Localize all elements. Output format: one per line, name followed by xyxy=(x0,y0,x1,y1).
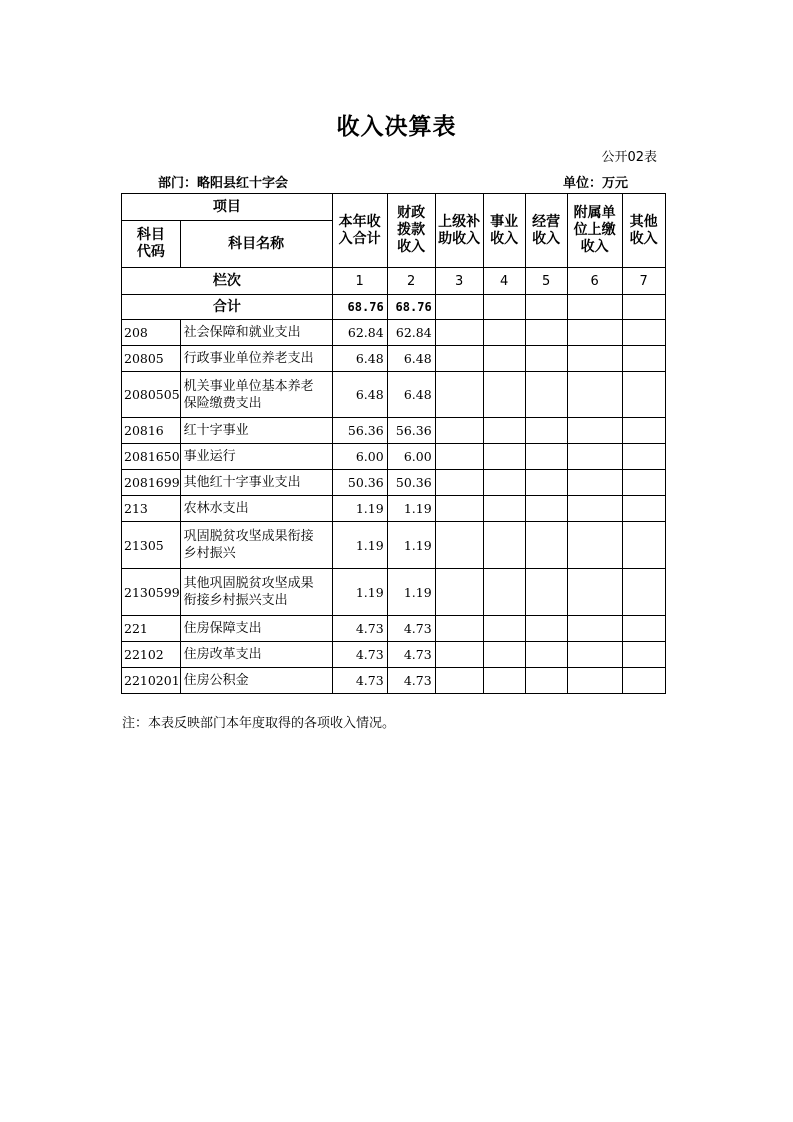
name-cell: 巩固脱贫攻坚成果衔接 乡村振兴 xyxy=(180,522,332,569)
code-cell: 20805 xyxy=(122,346,181,372)
empty-cell xyxy=(567,372,622,418)
empty-cell xyxy=(483,372,525,418)
empty-cell xyxy=(483,346,525,372)
empty-cell xyxy=(435,668,483,694)
empty-cell xyxy=(567,418,622,444)
name-cell: 住房改革支出 xyxy=(180,642,332,668)
code-cell: 21305 xyxy=(122,522,181,569)
fiscal-cell: 4.73 xyxy=(387,668,435,694)
column-number: 3 xyxy=(435,268,483,295)
fiscal-cell: 4.73 xyxy=(387,642,435,668)
total-cell: 62.84 xyxy=(332,320,387,346)
empty-cell xyxy=(567,616,622,642)
empty-cell xyxy=(567,496,622,522)
code-cell: 213 xyxy=(122,496,181,522)
empty-cell xyxy=(525,616,567,642)
code-cell: 2081699 xyxy=(122,470,181,496)
empty-cell xyxy=(483,320,525,346)
name-cell: 其他巩固脱贫攻坚成果 衔接乡村振兴支出 xyxy=(180,569,332,616)
empty-cell xyxy=(525,496,567,522)
total-cell: 4.73 xyxy=(332,616,387,642)
income-table xyxy=(121,193,666,694)
empty-cell xyxy=(525,320,567,346)
name-cell: 事业运行 xyxy=(180,444,332,470)
empty-cell xyxy=(622,569,665,616)
code-cell: 22102 xyxy=(122,642,181,668)
total-cell: 6.00 xyxy=(332,444,387,470)
empty-cell xyxy=(435,569,483,616)
empty-cell xyxy=(622,522,665,569)
department-label: 部门：略阳县红十字会 xyxy=(158,176,289,191)
empty-cell xyxy=(525,346,567,372)
name-cell: 其他红十字事业支出 xyxy=(180,470,332,496)
empty-cell xyxy=(435,470,483,496)
total-value: 68.76 xyxy=(332,295,387,320)
empty-cell xyxy=(622,642,665,668)
empty-cell xyxy=(483,470,525,496)
empty-cell xyxy=(525,668,567,694)
header-total: 本年收 入合计 xyxy=(332,194,387,268)
name-cell: 社会保障和就业支出 xyxy=(180,320,332,346)
column-number: 7 xyxy=(622,268,665,295)
empty-cell xyxy=(622,418,665,444)
empty-cell xyxy=(483,642,525,668)
empty-cell xyxy=(567,320,622,346)
empty-cell xyxy=(483,444,525,470)
empty-cell xyxy=(435,372,483,418)
header-name: 科目名称 xyxy=(180,221,332,268)
table-row xyxy=(122,522,666,569)
total-cell: 4.73 xyxy=(332,642,387,668)
name-cell: 红十字事业 xyxy=(180,418,332,444)
table-row xyxy=(122,470,666,496)
empty-cell xyxy=(622,372,665,418)
empty-cell xyxy=(525,372,567,418)
total-cell: 1.19 xyxy=(332,522,387,569)
total-row xyxy=(122,295,666,320)
table-row xyxy=(122,418,666,444)
table-row xyxy=(122,616,666,642)
empty-cell xyxy=(622,470,665,496)
empty-cell xyxy=(525,418,567,444)
empty-cell xyxy=(567,444,622,470)
empty-cell xyxy=(483,496,525,522)
empty-cell xyxy=(622,444,665,470)
column-number: 2 xyxy=(387,268,435,295)
column-number: 1 xyxy=(332,268,387,295)
total-cell: 4.73 xyxy=(332,668,387,694)
empty-cell xyxy=(525,569,567,616)
fiscal-cell: 6.00 xyxy=(387,444,435,470)
total-label: 合计 xyxy=(122,295,333,320)
column-number-row xyxy=(122,268,666,295)
empty-cell xyxy=(622,616,665,642)
header-fiscal: 财政 拨款 收入 xyxy=(387,194,435,268)
fiscal-cell: 6.48 xyxy=(387,372,435,418)
empty-cell xyxy=(622,320,665,346)
table-row xyxy=(122,372,666,418)
table-row xyxy=(122,569,666,616)
empty-cell xyxy=(435,418,483,444)
column-label: 栏次 xyxy=(122,268,333,295)
name-cell: 机关事业单位基本养老 保险缴费支出 xyxy=(180,372,332,418)
total-cell: 56.36 xyxy=(332,418,387,444)
empty-cell xyxy=(567,522,622,569)
empty-cell xyxy=(435,496,483,522)
table-row xyxy=(122,668,666,694)
empty-cell xyxy=(567,346,622,372)
empty-cell xyxy=(435,444,483,470)
table-row xyxy=(122,496,666,522)
code-cell: 20816 xyxy=(122,418,181,444)
fiscal-cell: 1.19 xyxy=(387,569,435,616)
header-business: 事业 收入 xyxy=(483,194,525,268)
empty-cell xyxy=(435,522,483,569)
empty-cell xyxy=(483,668,525,694)
table-row xyxy=(122,444,666,470)
column-number: 4 xyxy=(483,268,525,295)
empty-cell xyxy=(622,496,665,522)
empty-cell xyxy=(622,346,665,372)
code-cell: 2210201 xyxy=(122,668,181,694)
code-cell: 208 xyxy=(122,320,181,346)
name-cell: 行政事业单位养老支出 xyxy=(180,346,332,372)
empty-cell xyxy=(483,569,525,616)
header-other: 其他 收入 xyxy=(622,194,665,268)
total-cell: 50.36 xyxy=(332,470,387,496)
header-operating: 经营 收入 xyxy=(525,194,567,268)
empty-cell xyxy=(483,522,525,569)
total-cell: 1.19 xyxy=(332,496,387,522)
empty-cell xyxy=(435,616,483,642)
code-cell: 2080505 xyxy=(122,372,181,418)
page-title: 收入决算表 xyxy=(336,114,457,140)
empty-cell xyxy=(435,346,483,372)
fiscal-cell: 62.84 xyxy=(387,320,435,346)
code-cell: 221 xyxy=(122,616,181,642)
empty-cell xyxy=(435,320,483,346)
fiscal-value: 68.76 xyxy=(387,295,435,320)
empty-cell xyxy=(567,668,622,694)
header-code: 科目 代码 xyxy=(122,221,181,268)
table-note: 注：本表反映部门本年度取得的各项收入情况。 xyxy=(122,716,396,731)
empty-cell xyxy=(567,569,622,616)
fiscal-cell: 50.36 xyxy=(387,470,435,496)
header-item: 项目 xyxy=(122,194,333,221)
fiscal-cell: 56.36 xyxy=(387,418,435,444)
fiscal-cell: 1.19 xyxy=(387,496,435,522)
empty-cell xyxy=(525,444,567,470)
code-cell: 2081650 xyxy=(122,444,181,470)
total-cell: 6.48 xyxy=(332,372,387,418)
name-cell: 住房保障支出 xyxy=(180,616,332,642)
unit-label: 单位：万元 xyxy=(563,176,629,191)
empty-cell xyxy=(435,642,483,668)
empty-cell xyxy=(483,418,525,444)
empty-cell xyxy=(622,668,665,694)
total-cell: 6.48 xyxy=(332,346,387,372)
empty-cell xyxy=(567,642,622,668)
total-cell: 1.19 xyxy=(332,569,387,616)
table-row xyxy=(122,346,666,372)
fiscal-cell: 1.19 xyxy=(387,522,435,569)
header-superior: 上级补 助收入 xyxy=(435,194,483,268)
name-cell: 农林水支出 xyxy=(180,496,332,522)
empty-cell xyxy=(567,470,622,496)
column-number: 6 xyxy=(567,268,622,295)
header-affiliated: 附属单 位上缴 收入 xyxy=(567,194,622,268)
fiscal-cell: 6.48 xyxy=(387,346,435,372)
name-cell: 住房公积金 xyxy=(180,668,332,694)
empty-cell xyxy=(483,616,525,642)
code-cell: 2130599 xyxy=(122,569,181,616)
table-row xyxy=(122,642,666,668)
empty-cell xyxy=(525,642,567,668)
column-number: 5 xyxy=(525,268,567,295)
empty-cell xyxy=(525,470,567,496)
table-row xyxy=(122,320,666,346)
empty-cell xyxy=(525,522,567,569)
fiscal-cell: 4.73 xyxy=(387,616,435,642)
form-number: 公开02表 xyxy=(601,150,657,165)
